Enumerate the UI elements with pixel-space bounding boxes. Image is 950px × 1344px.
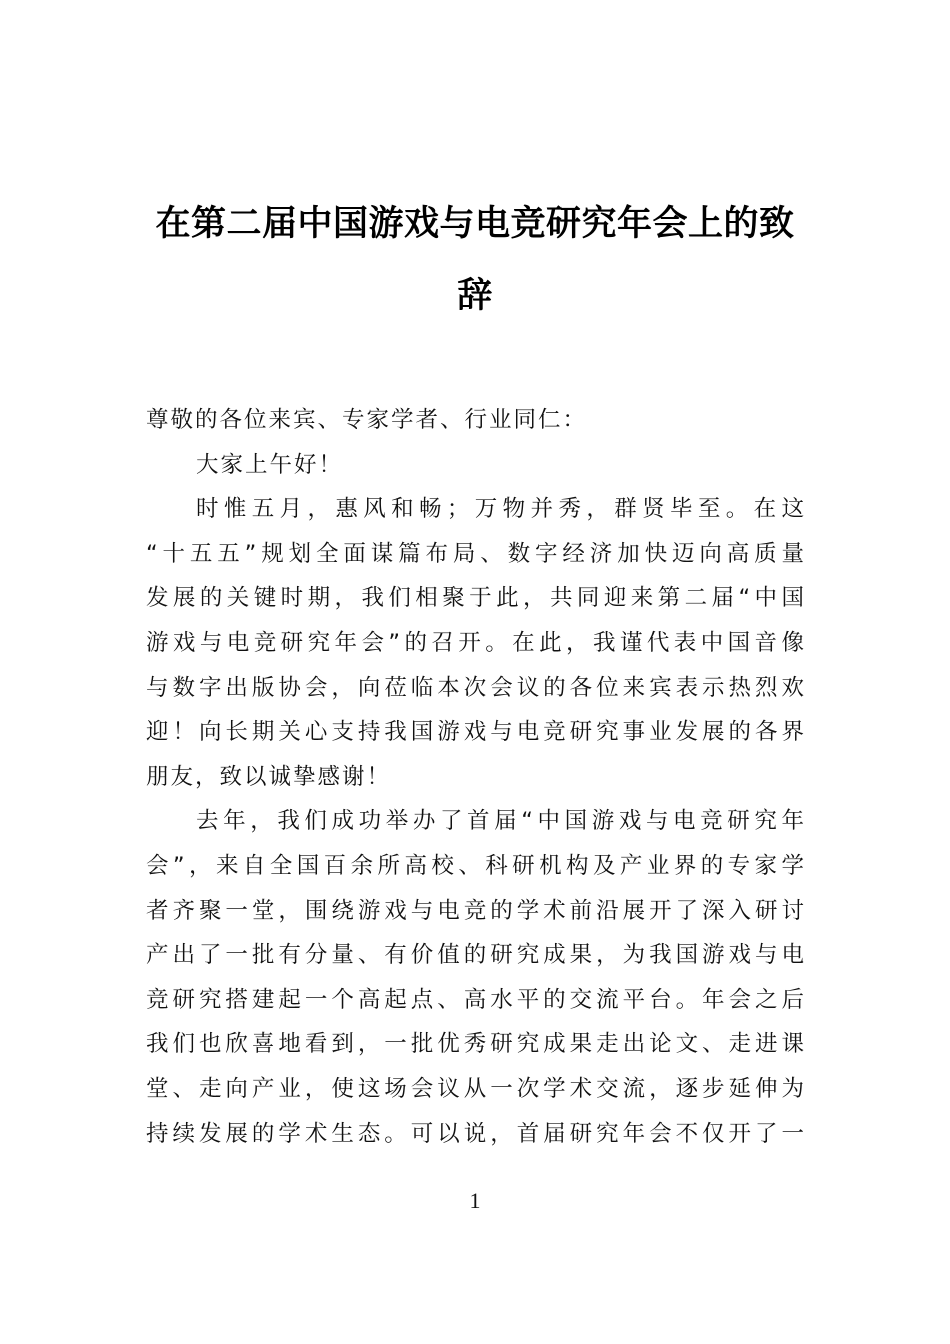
text-line: 游戏与电竞研究年会”的召开。在此，我谨代表中国音像	[146, 629, 806, 656]
text-line: 发展的关键时期，我们相聚于此，共同迎来第二届“中国	[146, 585, 806, 612]
text-line: 产出了一批有分量、有价值的研究成果，为我国游戏与电	[146, 942, 806, 969]
text-line: 时惟五月，惠风和畅；万物并秀，群贤毕至。在这	[196, 496, 806, 523]
document-title-line-2: 辞	[457, 275, 493, 316]
document-body	[146, 398, 806, 1156]
text-line: 我们也欣喜地看到，一批优秀研究成果走出论文、走进课	[146, 1031, 806, 1058]
text-line: 竞研究搭建起一个高起点、高水平的交流平台。年会之后	[146, 986, 806, 1013]
text-line: 与数字出版协会，向莅临本次会议的各位来宾表示热烈欢	[146, 674, 806, 701]
text-line: 去年，我们成功举办了首届“中国游戏与电竞研究年	[196, 808, 806, 835]
text-line: 朋友，致以诚挚感谢！	[146, 763, 392, 790]
text-line: 尊敬的各位来宾、专家学者、行业同仁：	[146, 407, 588, 433]
text-line: 迎！向长期关心支持我国游戏与电竞研究事业发展的各界	[146, 719, 806, 746]
text-line: 堂、走向产业，使这场会议从一次学术交流，逐步延伸为	[146, 1075, 806, 1102]
text-line: 者齐聚一堂，围绕游戏与电竞的学术前沿展开了深入研讨	[146, 897, 806, 924]
document-title-line-1: 在第二届中国游戏与电竞研究年会上的致	[155, 203, 795, 244]
text-line: 大家上午好！	[196, 451, 344, 478]
page-number: 1	[469, 1188, 481, 1213]
text-line: 持续发展的学术生态。可以说，首届研究年会不仅开了一	[146, 1120, 806, 1147]
text-line: “十五五”规划全面谋篇布局、数字经济加快迈向高质量	[146, 540, 806, 567]
text-line: 会”，来自全国百余所高校、科研机构及产业界的专家学	[146, 852, 806, 879]
